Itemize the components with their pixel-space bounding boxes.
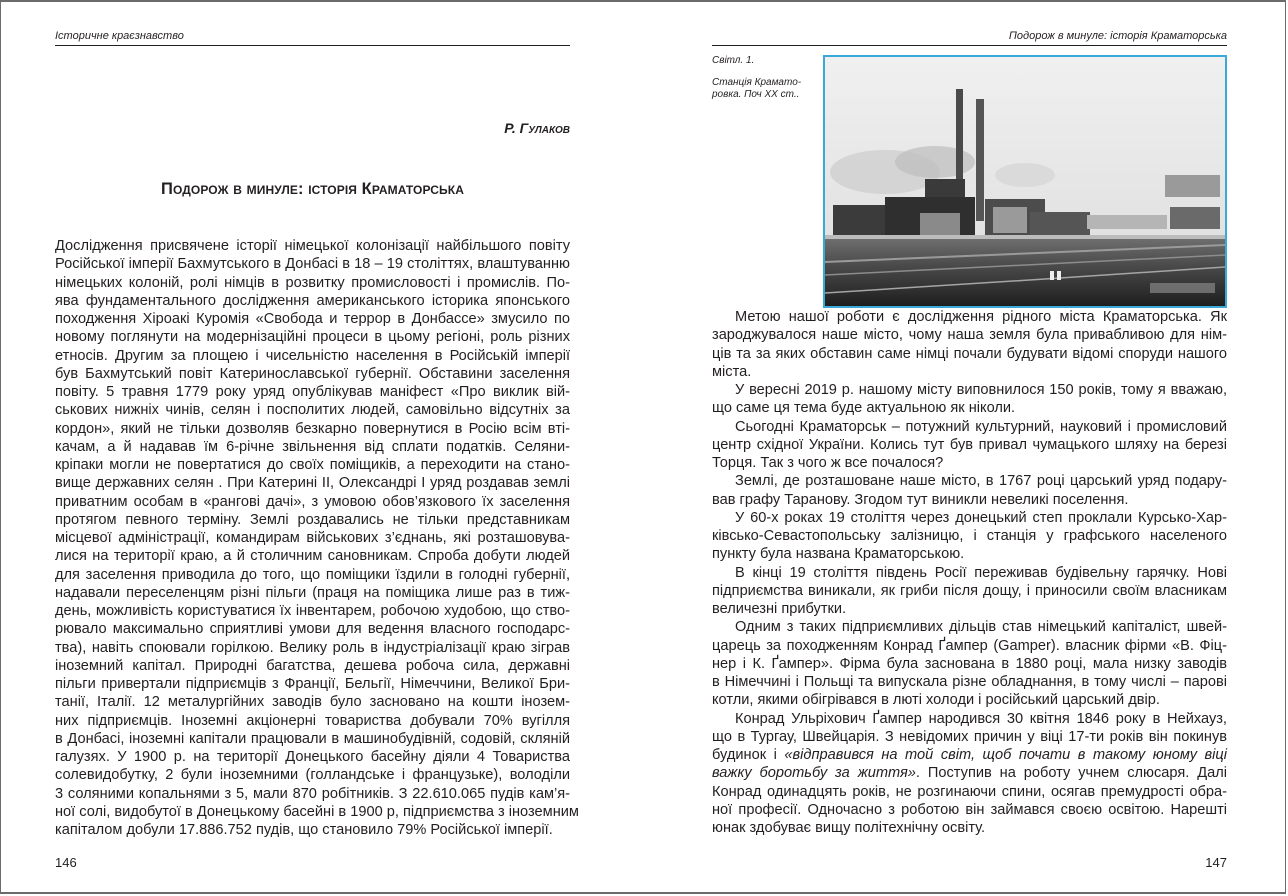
body-line: міста. — [712, 363, 752, 380]
body-line: протягом певного терміну. Землі роздавались не тільки представникам — [55, 511, 570, 528]
body-line: величезні прибутки. — [712, 601, 847, 617]
quote-italic: важку боротьбу за життя» — [712, 765, 916, 782]
body-line: солевидобутку, 2 були іноземними (голландське і французьке), володіли — [55, 767, 570, 784]
body-line: для заселення приводила до того, що поміщики їздили в голодні губернії, — [55, 566, 570, 583]
body-line: що в Тургау, Швейцарія. З невідомих причин у віці 17-ти років він покинув — [712, 728, 1227, 745]
author-name — [504, 120, 570, 136]
body-line: Торця. Так з чого ж все почалося? — [712, 455, 944, 471]
body-line: В кінці 19 століття південь Росії переживав будівельну гарячку. Нові — [735, 564, 1227, 581]
body-line: тва), навіть споювали горілкою. Велику роль в індустріалізації краю зіграв — [55, 639, 570, 656]
body-line: повіту. 5 травня 1779 року уряд опублікував маніфест «Про виклик вій- — [55, 384, 570, 400]
body-line: Конрад Ульріхович Ґампер народився 30 квітня 1846 року в Нейхауз, — [735, 710, 1227, 727]
body-line: новому поглянути на модернізаційні процеси в цьому регіоні, роль різних — [55, 329, 570, 346]
body-line: юнак здобуває вищу політехнічну освіту. — [712, 820, 986, 836]
body-line: Сьогодні Краматорськ – потужний культурний, науковий і промисловий — [735, 418, 1227, 435]
body-line: них підприємців. Іноземні акціонерні товариства добували 70% вугілля — [55, 712, 570, 729]
body-line: ськових нижніх чинів, селян і посполитих людей, самовільно відсутніх за — [55, 402, 570, 419]
body-line: іноземний капітал. Природні багатства, дешева робоча сила, державні — [55, 657, 570, 674]
author-initial: Р. — [504, 120, 520, 136]
body-line: танії, Італії. 12 металургійних заводів було засновано на кошти інозем- — [55, 694, 570, 711]
body-line: капіталом добули 17.886.752 пудів, що становило 79% Російської імперії. — [55, 822, 553, 838]
body-line: приватним особам в «рангові дачі», з умовою обов’язкового їх заселення — [55, 493, 570, 510]
body-line: ної професії. Одночасно з роботою він займався своєю освітою. Нарешті — [712, 801, 1227, 818]
body-line: центр східної України. Колись тут був привал чумацького шляху на березі — [712, 436, 1227, 453]
figure-caption-line: ровка. Поч XX ст.. — [712, 89, 800, 100]
body-line: ківсько-Севастопольську залізницю, і станція у графського населеного — [712, 528, 1227, 544]
body-line: ців та за яких обставин саме німці почали будувати відомі споруди нашого — [712, 345, 1227, 362]
station-photo — [823, 55, 1227, 308]
body-line: вище державних селян . При Катерині ІІ, Олександрі І уряд роздавав землі — [55, 475, 570, 492]
body-line: день, можливість користуватися їх інвентарем, робочою худобою, що ство- — [55, 603, 570, 619]
figure-caption-line: Станція Крамато- — [712, 77, 802, 88]
figure-caption — [712, 55, 814, 101]
body-line: Конрад одинадцять років, не розгинаючи спини, осягав премудрості обра- — [712, 783, 1227, 800]
body-line: зароджувалося наше місто, чому наша земля була привабливою для нім- — [712, 327, 1227, 344]
body-line: Метою нашої роботи є дослідження рідного міста Краматорська. Як — [735, 309, 1227, 325]
article-title: Подорож в минуле: історія Краматорська — [161, 180, 464, 198]
body-line: Одним з таких підприємливих дільців став німецький капіталіст, швей- — [735, 619, 1227, 636]
body-line: галузях. У 1900 р. на території Донецького басейну діяли 4 Товариства — [55, 749, 570, 765]
body-line: лися на території краю, а й столичним сановникам. Спроба добути людей — [55, 548, 570, 565]
body-line — [712, 764, 1227, 782]
body-line: рювало максимально сприятливі умови для ведення власного господарс- — [55, 621, 570, 638]
page-number-right: 147 — [1205, 855, 1227, 870]
body-line — [712, 746, 1227, 764]
body-line: пільги привертали підприємців з Франції, Бельгії, Німеччини, Великої Бри- — [55, 676, 570, 692]
photo-image — [825, 57, 1225, 306]
running-head-left: Історичне краєзнавство — [55, 29, 570, 46]
running-head-right: Подорож в минуле: історія Краматорська — [712, 29, 1227, 46]
body-line: в Донбасі, іноземні капітали працювали в машинобудівній, содовій, скляній — [55, 730, 570, 747]
article-body-left — [55, 237, 579, 839]
body-line: що саме ця тема буде актуальною як ніколи. — [712, 400, 1016, 417]
body-line: підприємства виникали, як гриби після дощу, і приносили своїм власникам — [712, 582, 1227, 599]
body-line: ної солі, видобутої в Донецькому басейні в 1900 р, підприємства з іноземним — [55, 803, 579, 820]
body-line: Дослідження присвячене історії німецької колонізації найбільшого повіту — [55, 238, 570, 254]
body-line: У вересні 2019 р. нашому місту виповнилося 150 років, тому я вважаю, — [735, 382, 1227, 398]
body-line: пункту була названа Краматорською. — [712, 546, 965, 563]
body-line: кріпаки могли не повертатися до своїх поміщиків, а переходити на стано- — [55, 457, 570, 473]
body-line: походження Хіроакі Куромія «Свобода и террор в Донбассе» змусило по — [55, 311, 570, 327]
body-line: кордон», який не тільки дозволяв безкарно повернутися в Росію всім вті- — [55, 420, 570, 437]
body-line: надавали переселенцям різні пільги (праця на поміщика лише раз в тиж- — [55, 584, 570, 601]
body-line-text: . Поступив на роботу учнем слюсаря. Далі — [915, 765, 1227, 782]
body-line: нер і К. Ґампер». Фірма була заснована в 1880 році, мала низку заводів — [712, 655, 1227, 672]
body-line: етносів. Другим за площею і чисельністю населення в Російській імперії — [55, 347, 570, 364]
body-line: був Бахмутський повіт Катеринославської губернії. Обставини заселення — [55, 365, 570, 382]
body-line: котли, якими обігрівався в люті холоди і російський царський двір. — [712, 692, 1160, 709]
article-body-right — [712, 308, 1227, 837]
body-line: царець за походженням Конрад Ґампер (Gamper). власник фірми «В. Фіц- — [712, 637, 1227, 654]
quote-italic: «відправився на той світ, щоб почати в такому юному віці — [784, 747, 1227, 763]
page-number-left: 146 — [55, 855, 77, 870]
body-line: Землі, де розташоване наше місто, в 1767 році царський уряд подару- — [735, 473, 1227, 490]
body-line: У 60-х роках 19 століття через донецький степ проклали Курсько-Хар- — [735, 509, 1227, 526]
body-line: вав графу Таранову. Згодом тут виникли невеликі поселення. — [712, 491, 1129, 508]
figure-label: Світл. 1. — [712, 55, 755, 66]
body-line: ява фундаментального дослідження американського історика японського — [55, 292, 570, 309]
body-line: 3 соляними копальнями з 5, мали 870 робітників. З 22.610.065 пудів кам’я- — [55, 785, 570, 802]
body-line: місцевої адміністрації, командирам військових з’єднань, які розташовува- — [55, 530, 570, 546]
body-line: німецьких колоній, ролі німців в розвитку промисловості і промислів. По- — [55, 274, 570, 291]
body-line: Російської імперії Бахмутського в Донбасі в 18 – 19 століттях, влаштуванню — [55, 256, 570, 273]
body-line: в Німеччині і Польщі та випускала різне обладнання, в тому числі – парові — [712, 674, 1227, 690]
body-line: качам, а й надавав їм 6-річне звільнення від сплати податків. Селяни- — [55, 438, 570, 455]
body-line-text: будинок і — [712, 747, 785, 763]
author-surname: Гулаков — [519, 120, 570, 136]
